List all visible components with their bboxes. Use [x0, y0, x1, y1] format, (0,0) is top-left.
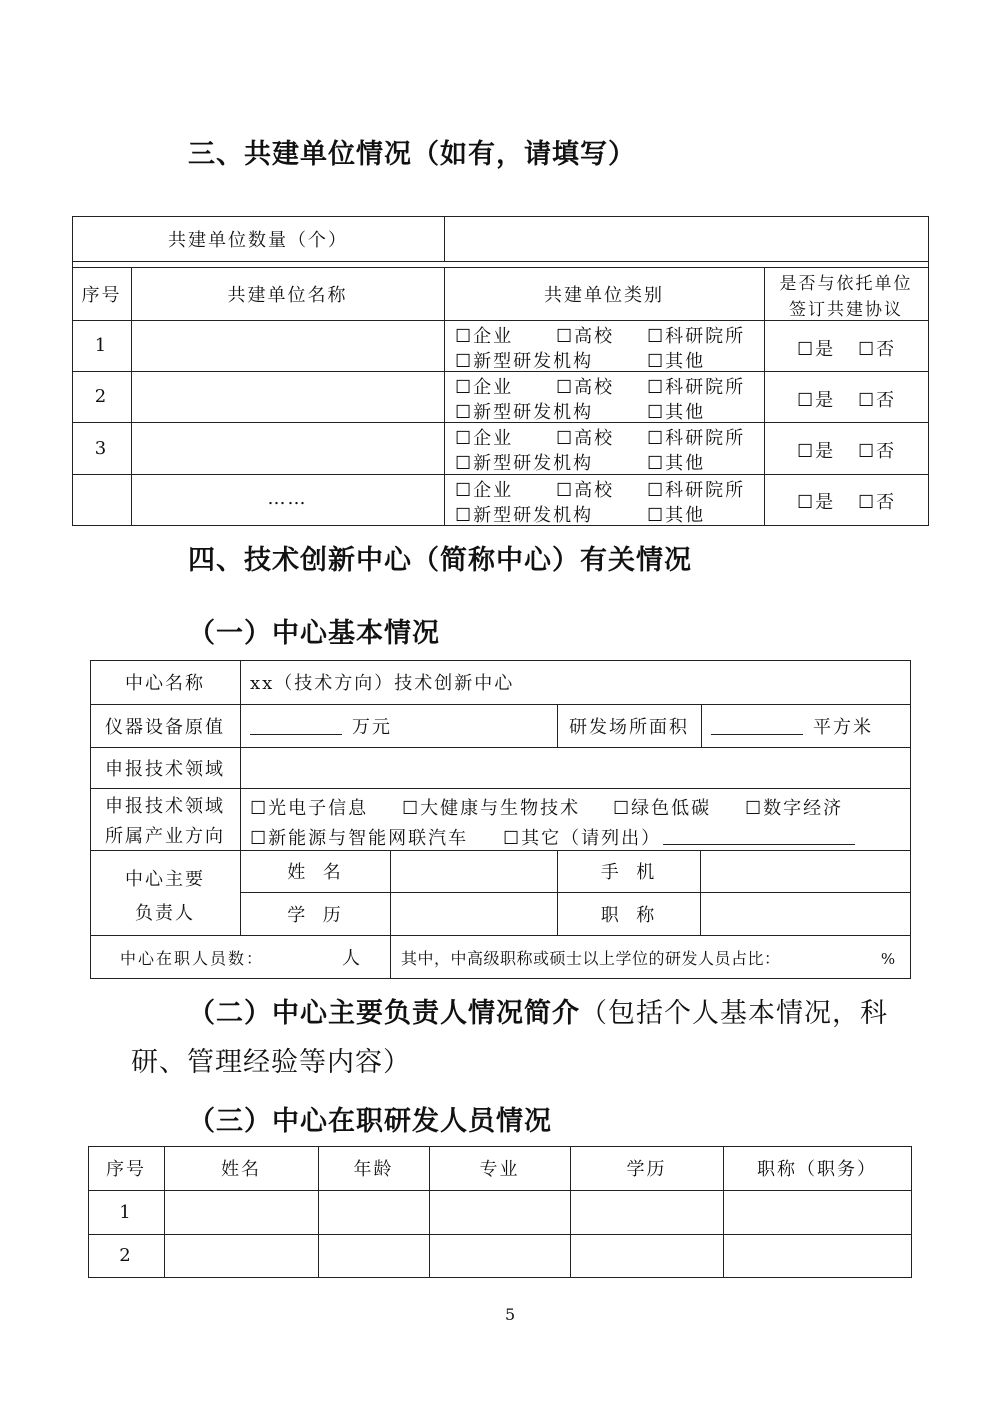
- staff-education-cell[interactable]: [571, 1191, 723, 1234]
- checkbox-university[interactable]: ☐高校: [556, 428, 615, 449]
- checkbox-university[interactable]: ☐高校: [556, 326, 615, 347]
- checkbox-no[interactable]: ☐否: [858, 441, 897, 462]
- checkbox-yes[interactable]: ☐是: [797, 390, 836, 411]
- rd-area-blank[interactable]: [711, 716, 803, 735]
- subsection2-title: [188, 991, 888, 1030]
- checkbox-no[interactable]: ☐否: [858, 339, 897, 360]
- subsection2-title-note: （包括个人基本情况，科: [580, 998, 888, 1029]
- equipment-value-unit: 万元: [352, 716, 392, 738]
- checkbox-other-industry[interactable]: ☐其它（请列出）: [503, 828, 662, 849]
- leader-phone-label: 手 机: [600, 862, 657, 883]
- checkbox-yes[interactable]: ☐是: [797, 492, 836, 513]
- checkbox-new-rd[interactable]: ☐新型研发机构: [455, 505, 594, 526]
- checkbox-new-rd[interactable]: ☐新型研发机构: [455, 453, 594, 474]
- checkbox-other[interactable]: ☐其他: [647, 351, 706, 372]
- staff-header-name: 姓名: [221, 1159, 261, 1180]
- checkbox-research-institute[interactable]: ☐科研院所: [647, 480, 746, 501]
- checkbox-enterprise[interactable]: ☐企业: [455, 326, 514, 347]
- row-seq: 3: [94, 437, 109, 459]
- checkbox-enterprise[interactable]: ☐企业: [455, 480, 514, 501]
- tech-field-label: 申报技术领域: [105, 758, 225, 780]
- section3-title: 三、共建单位情况（如有，请填写）: [188, 139, 636, 170]
- header-agreement-line2: 签订共建协议: [789, 299, 903, 320]
- staff-header-title: 职称（职务）: [757, 1159, 877, 1180]
- staff-name-cell[interactable]: [165, 1235, 318, 1277]
- row-name[interactable]: [131, 320, 444, 371]
- equipment-value-blank[interactable]: [250, 716, 342, 735]
- equipment-value-label: 仪器设备原值: [105, 716, 225, 738]
- subsection3-title: （三）中心在职研发人员情况: [188, 1106, 552, 1137]
- checkbox-university[interactable]: ☐高校: [556, 480, 615, 501]
- leader-label-line2: 负责人: [135, 903, 195, 924]
- leader-label-line1: 中心主要: [125, 869, 205, 890]
- checkbox-new-rd[interactable]: ☐新型研发机构: [455, 351, 594, 372]
- staff-major-cell[interactable]: [430, 1191, 570, 1234]
- row-seq: 1: [94, 335, 109, 356]
- header-agreement-line1: 是否与依托单位: [779, 273, 913, 294]
- senior-ratio-label: 其中，中高级职称或硕士以上学位的研发人员占比：: [401, 948, 781, 968]
- checkbox-research-institute[interactable]: ☐科研院所: [647, 428, 746, 449]
- checkbox-research-institute[interactable]: ☐科研院所: [647, 326, 746, 347]
- leader-phone-field[interactable]: [701, 850, 910, 892]
- checkbox-green-lowcarbon[interactable]: ☐绿色低碳: [613, 798, 712, 819]
- row-seq: 2: [94, 386, 109, 407]
- center-name-label: 中心名称: [125, 673, 205, 694]
- rd-area-label: 研发场所面积: [569, 716, 689, 738]
- leader-title-label: 职 称: [600, 905, 657, 926]
- checkbox-other[interactable]: ☐其他: [647, 505, 706, 526]
- checkbox-new-rd[interactable]: ☐新型研发机构: [455, 402, 594, 423]
- leader-name-label: 姓 名: [287, 862, 343, 883]
- checkbox-digital-economy[interactable]: ☐数字经济: [745, 798, 844, 819]
- checkbox-other[interactable]: ☐其他: [647, 402, 706, 423]
- staff-count-label: 中心在职人员数：: [120, 948, 265, 968]
- staff-header-age: 年龄: [353, 1159, 394, 1180]
- co-builder-count-field[interactable]: [445, 216, 928, 261]
- staff-age-cell[interactable]: [319, 1191, 429, 1234]
- rd-area-unit: 平方米: [813, 716, 873, 738]
- staff-title-cell[interactable]: [724, 1235, 911, 1277]
- row-seq: [72, 474, 131, 525]
- checkbox-university[interactable]: ☐高校: [556, 377, 615, 398]
- subsection2-title-line2: 研、管理经验等内容）: [131, 1047, 411, 1078]
- row-name[interactable]: [131, 422, 444, 474]
- equipment-value-field[interactable]: [240, 704, 557, 747]
- center-name-field[interactable]: xx（技术方向）技术创新中心: [250, 673, 515, 694]
- checkbox-no[interactable]: ☐否: [858, 390, 897, 411]
- checkbox-enterprise[interactable]: ☐企业: [455, 377, 514, 398]
- staff-title-cell[interactable]: [724, 1191, 911, 1234]
- checkbox-health-biotech[interactable]: ☐大健康与生物技术: [402, 798, 581, 819]
- tech-field-input[interactable]: [240, 747, 910, 788]
- other-industry-blank[interactable]: [663, 826, 855, 845]
- leader-education-label: 学 历: [287, 905, 343, 926]
- co-builder-count-label: 共建单位数量（个）: [168, 229, 348, 251]
- senior-ratio-unit: %: [880, 950, 896, 968]
- staff-row-seq: 1: [119, 1201, 133, 1223]
- staff-header-seq: 序号: [106, 1159, 146, 1180]
- staff-education-cell[interactable]: [571, 1235, 723, 1277]
- row-name[interactable]: [131, 371, 444, 422]
- header-name: 共建单位名称: [227, 284, 348, 306]
- header-seq: 序号: [81, 284, 122, 306]
- checkbox-other[interactable]: ☐其他: [647, 453, 706, 474]
- subsection1-title: （一）中心基本情况: [188, 618, 440, 649]
- staff-count-unit: 人: [342, 948, 362, 969]
- page-number: 5: [505, 1305, 516, 1324]
- industry-label-line1: 申报技术领域: [105, 796, 225, 817]
- leader-title-field[interactable]: [701, 893, 910, 935]
- leader-name-field[interactable]: [391, 850, 557, 892]
- checkbox-research-institute[interactable]: ☐科研院所: [647, 377, 746, 398]
- staff-age-cell[interactable]: [319, 1235, 429, 1277]
- checkbox-yes[interactable]: ☐是: [797, 441, 836, 462]
- row-name[interactable]: ……: [267, 487, 308, 509]
- staff-header-major: 专业: [479, 1159, 520, 1180]
- checkbox-yes[interactable]: ☐是: [797, 339, 836, 360]
- staff-name-cell[interactable]: [165, 1191, 318, 1234]
- checkbox-new-energy-vehicle[interactable]: ☐新能源与智能网联汽车: [250, 828, 469, 849]
- subsection2-title-bold: （二）中心主要负责人情况简介: [188, 998, 580, 1029]
- checkbox-no[interactable]: ☐否: [858, 492, 897, 513]
- header-type: 共建单位类别: [544, 284, 664, 306]
- staff-major-cell[interactable]: [430, 1235, 570, 1277]
- industry-label-line2: 所属产业方向: [105, 826, 225, 847]
- staff-row-seq: 2: [119, 1245, 133, 1266]
- checkbox-enterprise[interactable]: ☐企业: [455, 428, 514, 449]
- leader-education-field[interactable]: [391, 893, 557, 935]
- section4-title: 四、技术创新中心（简称中心）有关情况: [188, 545, 692, 576]
- rd-area-field[interactable]: [701, 704, 910, 747]
- checkbox-optoelectronics[interactable]: ☐光电子信息: [250, 798, 369, 819]
- staff-header-education: 学历: [626, 1159, 667, 1180]
